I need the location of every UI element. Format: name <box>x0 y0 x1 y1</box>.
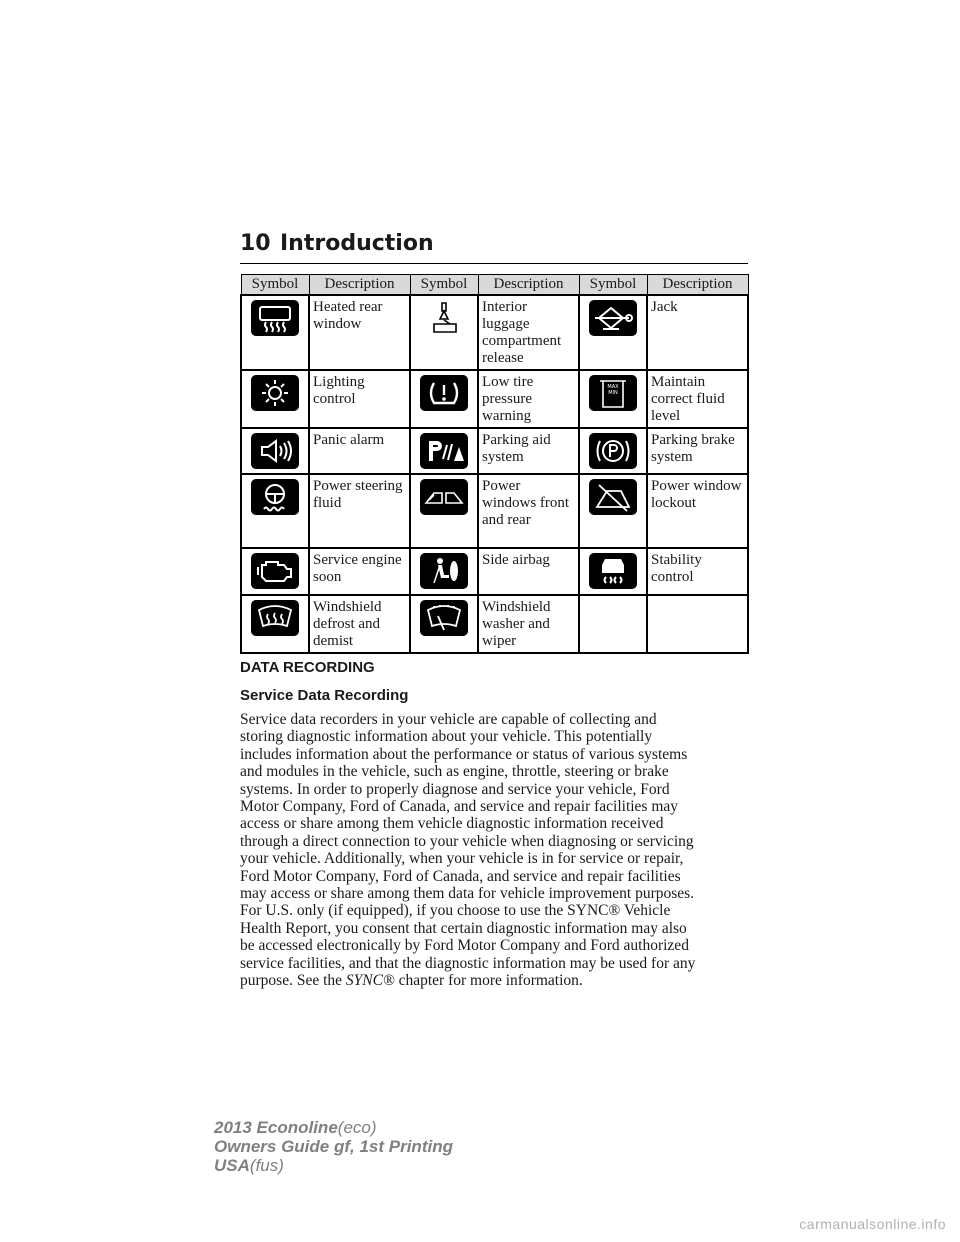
symbol-description: Jack <box>651 299 678 315</box>
heated-rear-window-icon <box>251 300 299 336</box>
footer-model-code: (eco) <box>337 1118 377 1137</box>
jack-icon <box>589 300 637 336</box>
symbol-description: Power steering fluid <box>313 478 403 511</box>
watermark: carmanualsonline.info <box>799 1216 946 1232</box>
paragraph-line-last <box>240 972 750 989</box>
column-header: Symbol <box>410 275 478 296</box>
footer-market-code: (fus) <box>249 1156 284 1175</box>
symbol-description: Low tire pressure warning <box>482 374 534 424</box>
footer-model: 2013 Econoline <box>214 1118 338 1137</box>
paragraph-line: Service data recorders in your vehicle are capable of collecting and <box>240 711 657 728</box>
symbol-description: Heated rear window <box>313 299 383 332</box>
symbol-description: Stability control <box>651 552 702 585</box>
paragraph-line: your vehicle. Additionally, when your vehicle is in for service or repair, <box>240 850 684 868</box>
table-row <box>241 548 748 595</box>
power-window-lockout-icon <box>589 479 637 515</box>
header-rule <box>240 263 748 264</box>
symbol-description: Panic alarm <box>313 432 385 448</box>
windshield-washer-wiper-icon <box>420 600 468 636</box>
last-line-after: chapter for more information. <box>394 972 583 990</box>
column-header: Description <box>478 275 579 296</box>
symbol-description: Side airbag <box>482 552 550 568</box>
side-airbag-icon <box>420 553 468 589</box>
paragraph-line: systems. In order to properly diagnose and service your vehicle, Ford <box>240 780 670 798</box>
page-header <box>240 231 748 259</box>
paragraph-line: service facilities, and that the diagnostic information may be used for any <box>240 954 696 972</box>
power-windows-icon <box>420 479 468 515</box>
paragraph-line: be accessed electronically by Ford Motor Company and Ford authorized <box>240 937 689 955</box>
symbol-description: Maintain correct fluid level <box>651 374 725 424</box>
table-row <box>241 428 748 474</box>
paragraph-line: and modules in the vehicle, such as engine, throttle, steering or brake <box>240 763 669 781</box>
last-line-before: purpose. See the <box>240 972 346 990</box>
table-header-row <box>241 275 748 296</box>
column-header: Description <box>309 275 410 296</box>
table-row <box>241 295 748 370</box>
paragraph-line: through a direct connection to your vehicle when diagnosing or servicing <box>240 832 694 850</box>
panic-alarm-icon <box>251 433 299 469</box>
data-recording-heading: DATA RECORDING <box>240 659 375 676</box>
paragraph-line: Ford Motor Company, Ford of Canada, and service and repair facilities <box>240 867 681 885</box>
parking-aid-icon <box>420 433 468 469</box>
low-tire-pressure-icon <box>420 375 468 411</box>
column-header: Description <box>647 275 748 296</box>
symbol-description: Service engine soon <box>313 552 402 585</box>
table-row <box>241 370 748 428</box>
symbol-description: Parking aid system <box>482 432 551 465</box>
symbol-description: Interior luggage compartment release <box>482 299 562 366</box>
service-data-heading: Service Data Recording <box>240 687 409 704</box>
paragraph-line: access or share among them vehicle diagnostic information received <box>240 815 664 833</box>
service-engine-soon-icon <box>251 553 299 589</box>
empty-cell <box>579 595 647 653</box>
parking-brake-icon <box>589 433 637 469</box>
fluid-min-label: MIN <box>608 390 618 396</box>
page-number: 10 <box>240 231 271 256</box>
windshield-defrost-icon <box>251 600 299 636</box>
symbol-table <box>240 274 749 654</box>
fluid-max-label: MAX <box>607 384 619 390</box>
paragraph-line: includes information about the performance or status of various systems <box>240 745 688 763</box>
document-footer <box>214 1118 453 1175</box>
paragraph-line: For U.S. only (if equipped), if you choose to use the SYNC® Vehicle <box>240 902 671 920</box>
symbol-description: Parking brake system <box>651 432 735 465</box>
column-header: Symbol <box>241 275 309 296</box>
footer-market: USA <box>214 1156 250 1175</box>
table-row <box>241 595 748 653</box>
interior-luggage-release-icon <box>420 300 468 336</box>
symbol-description: Windshield defrost and demist <box>313 599 382 649</box>
symbol-description: Power window lockout <box>651 478 742 511</box>
power-steering-fluid-icon <box>251 479 299 515</box>
symbol-description: Power windows front and rear <box>482 478 570 528</box>
paragraph-line: storing diagnostic information about your vehicle. This potentially <box>240 728 653 746</box>
symbol-description: Windshield washer and wiper <box>482 599 551 649</box>
paragraph-line: Health Report, you consent that certain diagnostic information may also <box>240 919 687 937</box>
maintain-fluid-level-icon <box>589 375 637 411</box>
stability-control-icon <box>589 553 637 589</box>
column-header: Symbol <box>579 275 647 296</box>
sync-reference: SYNC® <box>345 972 395 990</box>
chapter-title: Introduction <box>280 231 434 256</box>
paragraph-line: Motor Company, Ford of Canada, and service and repair facilities may <box>240 798 679 816</box>
table-row <box>241 474 748 548</box>
symbol-description: Lighting control <box>313 374 365 407</box>
lighting-control-icon <box>251 375 299 411</box>
service-data-paragraph <box>240 711 750 990</box>
footer-guide: Owners Guide gf, 1st Printing <box>214 1137 453 1156</box>
paragraph-line: may access or share among them data for vehicle improvement purposes. <box>240 885 695 903</box>
empty-cell <box>647 595 748 653</box>
